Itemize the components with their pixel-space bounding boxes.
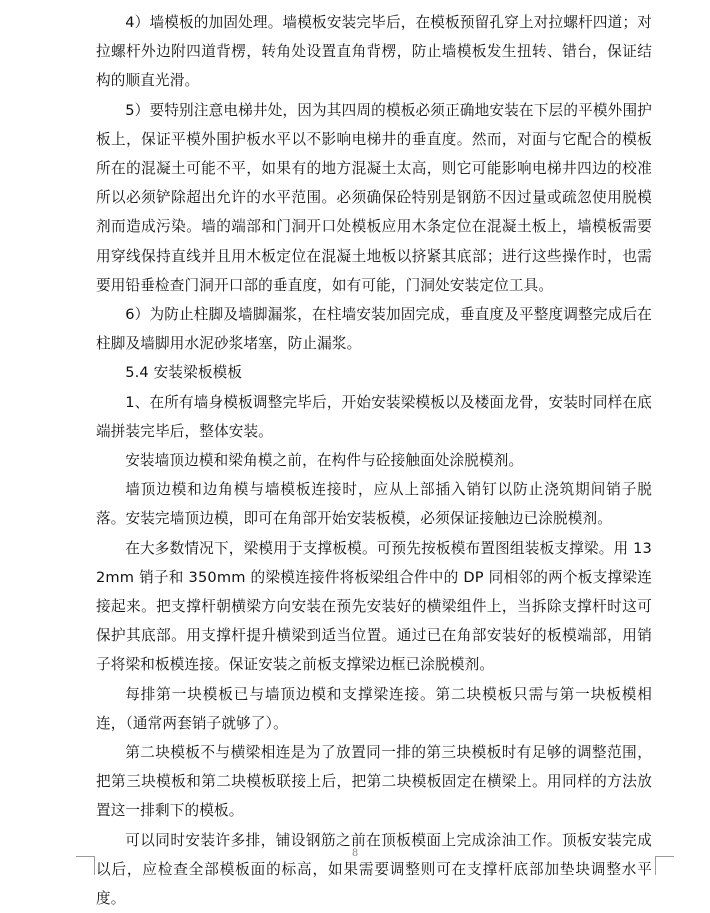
paragraph-beam-formwork-install: 1、在所有墙身模板调整完毕后，开始安装梁模板以及楼面龙骨，安装时同样在底端拼装完毕后，整体安装。 xyxy=(96,393,652,440)
section-heading-beam-slab-formwork: 5.4 安装梁板模板 xyxy=(125,364,243,382)
page-number: 8 xyxy=(351,848,359,859)
paragraph-elevator-shaft: 5）要特别注意电梯井处，因为其四周的模板必须正确地安装在下层的平模外围护板上，保证平模外围护板水平以不影响电梯井的垂直度。然而，对面与它配合的模板所在的混凝土可能不平，如果有的地方混凝土太高，则它可能影响电梯井四边的校准所以必须铲除超出允许的水平范围。必须确保砼特别是钢筋不因过量或疏忽使用脱模剂而造成污染。墙的端部和门洞开口处模板应用木条定位在混凝土板上，墙模板需要用穿线保持直线并且用木板定位在混凝土地板以挤紧其底部；进行这些操作时，也需要用铅垂检查门洞开口部的垂直度，如有可能，门洞处安装定位工具。 xyxy=(96,101,652,294)
paragraph-grout-leak-prevention: 6）为防止柱脚及墙脚漏浆，在柱墙安装加固完成，垂直度及平整度调整完成后在柱脚及墙脚用水泥砂浆堵塞，防止漏浆。 xyxy=(96,306,652,353)
paragraph-support-beams: 在大多数情况下，梁模用于支撑板模。可预先按板模布置图组装板支撑梁。用 132mm 销子和 350mm 的梁模连接件将板梁组合件中的 DP 同相邻的两个板支撑梁连接起来。把支撑杆朝横梁方向安装在预先安装好的横梁组件上，当拆除支撑杆时这可保护其底部。用支撑杆提升横梁到适当位置。通过已在角部安装好的板模端部，用销子将梁和板模连接。保证安装之前板支撑梁边框已涂脱模剂。 xyxy=(96,539,652,674)
paragraph-first-panel-row: 每排第一块模板已与墙顶边模和支撑梁连接。第二块模板只需与第一块板模相连，（通常两套销子就够了）。 xyxy=(96,685,652,732)
paragraph-wall-formwork-reinforcement: 4）墙模板的加固处理。墙模板安装完毕后，在模板预留孔穿上对拉螺杆四道；对拉螺杆外边附四道背楞，转角处设置直角背楞，防止墙模板发生扭转、错台，保证结构的顺直光滑。 xyxy=(96,14,652,90)
paragraph-wall-top-edge-form: 墙顶边模和边角模与墙模板连接时，应从上部插入销钉以防止浇筑期间销子脱落。安装完墙顶边模，即可在角部开始安装板模，必须保证接触边已涂脱模剂。 xyxy=(96,481,652,528)
page-content xyxy=(96,8,652,913)
paragraph-second-panel: 第二块模板不与横梁相连是为了放置同一排的第三块模板时有足够的调整范围，把第三块模板和第二块模板联接上后，把第二块模板固定在横梁上。用同样的方法放置这一排剩下的模板。 xyxy=(96,744,652,820)
paragraph-multiple-rows: 可以同时安装许多排，铺设钢筋之前在顶板模面上完成涂油工作。顶板安装完成以后，应检查全部模板面的标高，如果需要调整则可在支撑杆底部加垫块调整水平度。 xyxy=(96,831,652,908)
paragraph-release-agent: 安装墙顶边模和梁角模之前，在构件与砼接触面处涂脱模剂。 xyxy=(125,452,524,470)
